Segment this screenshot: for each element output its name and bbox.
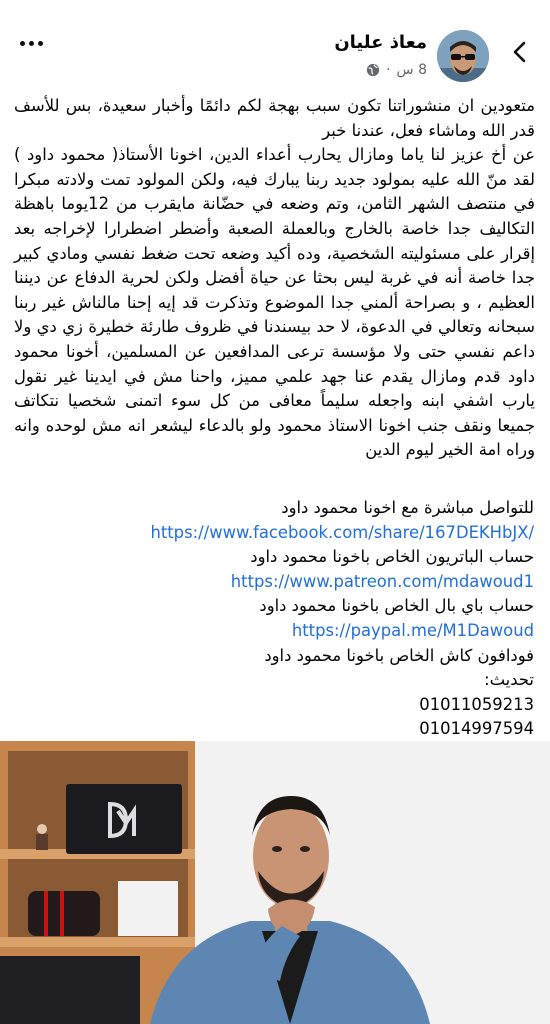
patreon-link[interactable]: https://www.patreon.com/mdawoud1	[230, 571, 534, 591]
phone-number: 01011059213	[419, 694, 534, 714]
dot	[20, 41, 25, 46]
phone-number: 01014997594	[419, 719, 534, 739]
paypal-link[interactable]: https://paypal.me/M1Dawoud	[291, 620, 534, 640]
separator: ·	[386, 62, 391, 78]
globe-icon	[366, 63, 380, 77]
contact-list	[14, 496, 534, 742]
paragraph-intro: متعودين ان منشوراتنا تكون سبب بهجة لكم دائمًا وأخبار سعيدة، بس للأسف قدر الله وماشاء فعل، عندنا خبر	[14, 96, 535, 140]
more-options-button[interactable]	[20, 38, 46, 50]
timestamp[interactable]: 8 س	[396, 62, 427, 78]
dot	[38, 41, 43, 46]
update-label: تحديث:	[484, 670, 534, 690]
contact-label-facebook: للتواصل مباشرة مع اخونا محمود داود	[281, 498, 534, 517]
contact-label-vodafone: فودافون كاش الخاص باخونا محمود داود	[264, 645, 534, 665]
avatar-image	[437, 30, 489, 82]
post-body	[14, 94, 535, 463]
contact-label-paypal: حساب باي بال الخاص باخونا محمود داود	[259, 596, 534, 616]
photo-image	[0, 741, 550, 1024]
contact-label-patreon: حساب الباتريون الخاص باخونا محمود داود	[250, 547, 534, 567]
dot	[29, 41, 34, 46]
post-meta	[366, 62, 427, 78]
author-name[interactable]: معاذ عليان	[334, 32, 427, 53]
post-photo[interactable]	[0, 741, 550, 1024]
chevron-left-icon[interactable]	[508, 40, 532, 64]
facebook-link[interactable]: https://www.facebook.com/share/167DEKHbJX/	[150, 522, 534, 542]
post-header	[0, 0, 550, 90]
author-avatar[interactable]	[437, 30, 489, 82]
paragraph-main: عن أخ عزيز لنا ياما ومازال يحارب أعداء الدين، اخونا الأستاذ( محمود داود ) لقد منّ الله عليه بمولود جديد ربنا يبارك فيه، ولكن المولود تمت ولادته مبكرا في منتصف الشهر الثامن، وتم وضعه في حضّانة مايقرب من 12يوما باهظة التكاليف جدا خاصة بالخارج وبالعملة الصعبة وأضطر اضطرارا لإخراجه بعد إقرار على مسئوليته الشخصية، وده أكيد وضعه تحت ضغط نفسي ومادي كبير جدا خاصة أنه في غربة ليس بحثا عن حياة أفضل ولكن لحرية الدفاع عن ديننا العظيم ، و بصراحة ألمني جدا الموضوع وتذكرت قد إيه إحنا مالناش غير ربنا سبحانه وتعالي في الدعوة، لا حد بيسندنا في ظروف طارئة خطيرة زي دي ولا داعم نفسي حتى ولا مؤسسة ترعى المدافعين عن المسلمين، أخونا محمود داود قدم ومازال يقدم عنا جهد علمي مميز، واحنا مش في ايدينا غير نقول يارب اشفي ابنه واجعله سليماً معافى من كل سوء اتمنى شخصيا نتكاتف جميعا ونقف جنب اخونا الاستاذ محمود ولو بالدعاء ليشعر انه مش لوحده وانه وراه امة الخير ليوم الدين	[14, 145, 535, 460]
